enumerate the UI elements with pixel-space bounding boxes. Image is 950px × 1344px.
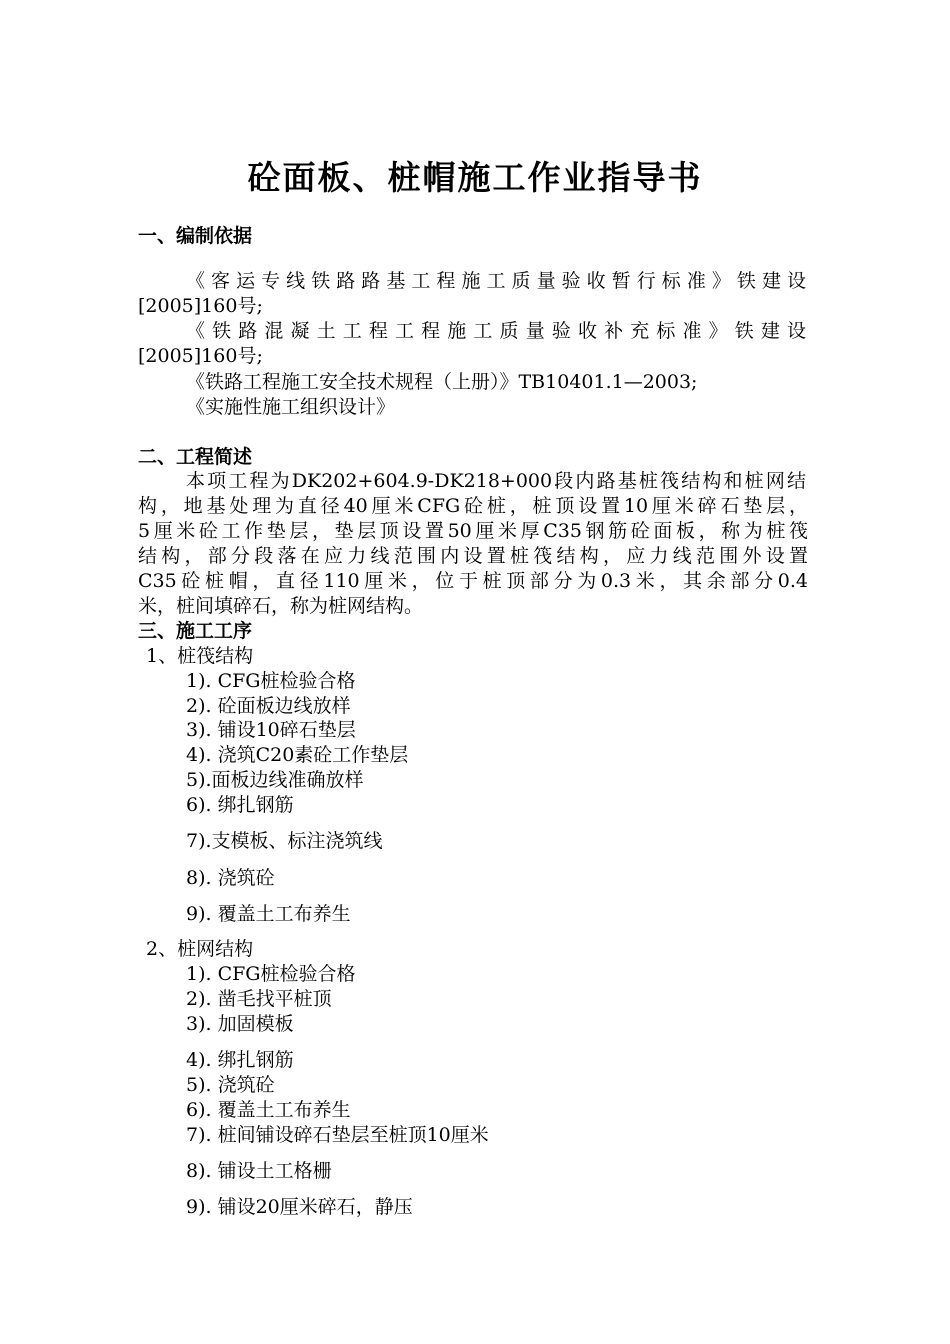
step-item: 7).支模板、标注浇筑线 xyxy=(186,830,383,852)
group-label-pile-raft: 1、桩筏结构 xyxy=(146,645,254,667)
reference-line: 《客运专线铁路路基工程施工质量验收暂行标准》铁建设 xyxy=(186,270,806,292)
reference-line: [2005]160号; xyxy=(138,295,263,317)
group-label-pile-net: 2、桩网结构 xyxy=(146,938,254,960)
step-item: 9). 铺设20厘米碎石，静压 xyxy=(186,1196,413,1218)
step-item: 1). CFG桩检验合格 xyxy=(186,670,356,692)
step-item: 3). 铺设10碎石垫层 xyxy=(186,719,356,741)
step-item: 8). 浇筑砼 xyxy=(186,867,275,889)
paragraph-line: 结构，部分段落在应力线范围内设置桩筏结构，应力线范围外设置 xyxy=(138,545,808,567)
step-item: 1). CFG桩检验合格 xyxy=(186,963,356,985)
step-item: 2). 砼面板边线放样 xyxy=(186,695,351,717)
reference-line: [2005]160号; xyxy=(138,345,263,367)
paragraph-line: C35砼桩帽，直径110厘米，位于桩顶部分为0.3米，其余部分0.4 xyxy=(138,570,808,592)
paragraph-line: 构，地基处理为直径40厘米CFG砼桩，桩顶设置10厘米碎石垫层， xyxy=(138,495,808,517)
step-item: 6). 覆盖土工布养生 xyxy=(186,1099,351,1121)
section-heading-overview: 二、工程简述 xyxy=(138,446,253,468)
step-item: 9). 覆盖土工布养生 xyxy=(186,903,351,925)
section-heading-basis: 一、编制依据 xyxy=(138,225,253,247)
step-item: 5).面板边线准确放样 xyxy=(186,769,364,791)
paragraph-line: 本项工程为DK202+604.9-DK218+000段内路基桩筏结构和桩网结 xyxy=(186,470,806,492)
reference-line: 《实施性施工组织设计》 xyxy=(186,396,396,418)
step-item: 8). 铺设土工格栅 xyxy=(186,1160,332,1182)
section-heading-procedure: 三、施工工序 xyxy=(138,620,253,642)
step-item: 4). 绑扎钢筋 xyxy=(186,1049,294,1071)
step-item: 6). 绑扎钢筋 xyxy=(186,794,294,816)
step-item: 4). 浇筑C20素砼工作垫层 xyxy=(186,744,409,766)
reference-line: 《铁路工程施工安全技术规程（上册）》TB10401.1—2003; xyxy=(186,371,698,393)
reference-line: 《铁路混凝土工程工程施工质量验收补充标准》铁建设 xyxy=(186,320,806,342)
step-item: 5). 浇筑砼 xyxy=(186,1074,275,1096)
paragraph-line: 5厘米砼工作垫层，垫层顶设置50厘米厚C35钢筋砼面板，称为桩筏 xyxy=(138,520,808,542)
step-item: 7). 桩间铺设碎石垫层至桩顶10厘米 xyxy=(186,1124,489,1146)
document-title: 砼面板、桩帽施工作业指导书 xyxy=(247,158,703,197)
step-item: 2). 凿毛找平桩顶 xyxy=(186,988,332,1010)
step-item: 3). 加固模板 xyxy=(186,1013,294,1035)
paragraph-line: 米，桩间填碎石，称为桩网结构。 xyxy=(138,595,424,617)
